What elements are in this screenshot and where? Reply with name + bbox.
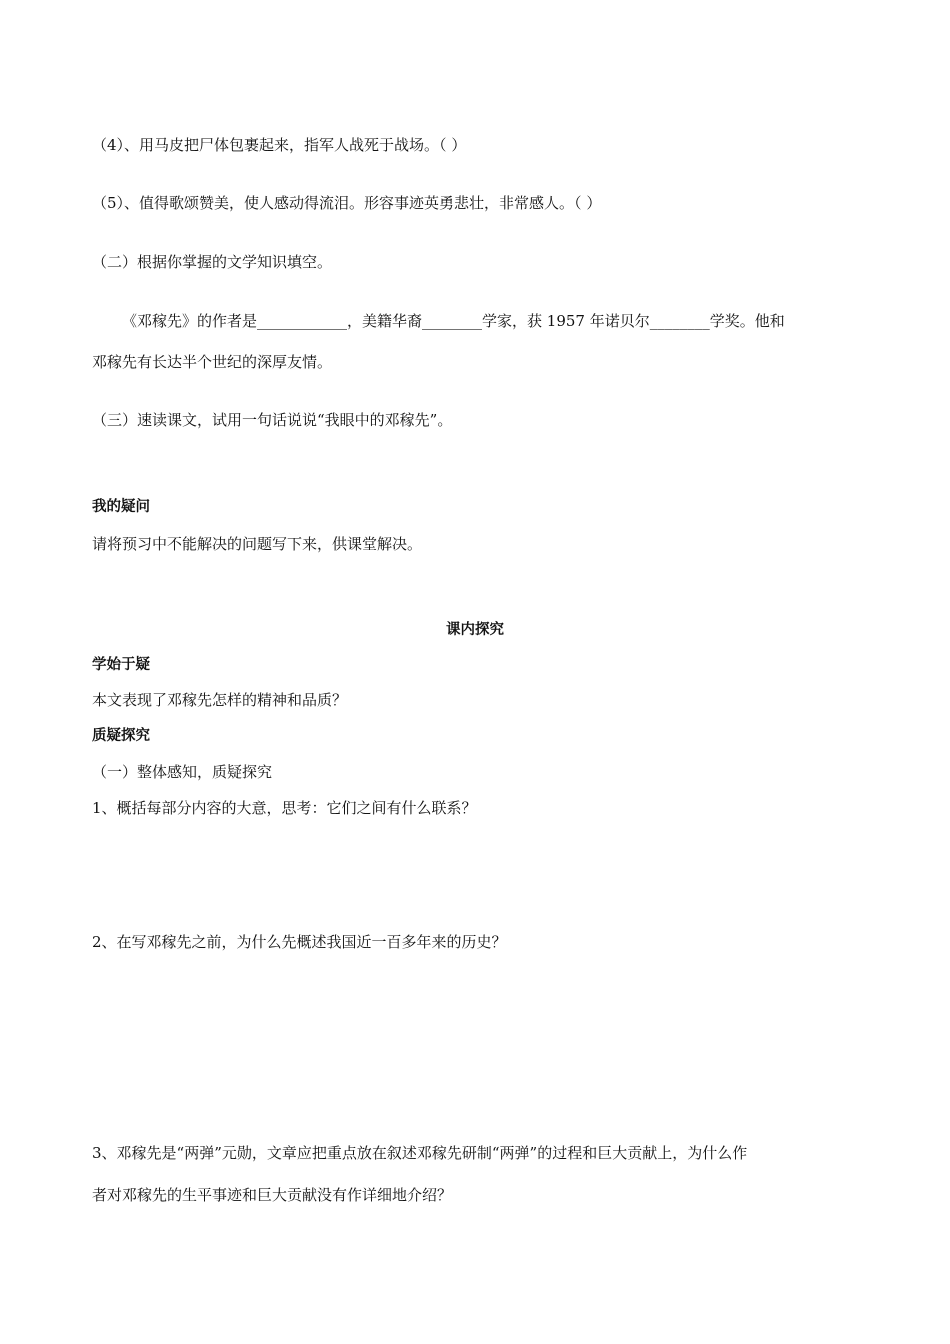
my-questions-heading: 我的疑问 [92,499,150,515]
section-2-paragraph-line-1: 《邓稼先》的作者是____________，美籍华裔________学家，获 1957 年诺贝尔________学奖。他和 [122,312,785,330]
part-1-heading: （一）整体感知，质疑探究 [92,763,273,781]
question-3-line-1: 3、邓稼先是“两弹”元勋，文章应把重点放在叙述邓稼先研制“两弹”的过程和巨大贡献上，为什么作 [92,1144,748,1162]
section-2-heading: （二）根据你掌握的文学知识填空。 [92,253,333,271]
learn-question: 本文表现了邓稼先怎样的精神和品质？ [92,691,348,709]
learn-heading: 学始于疑 [92,657,150,673]
section-3-heading: （三）速读课文，试用一句话说说“我眼中的邓稼先”。 [92,411,453,429]
question-3-line-2: 者对邓稼先的生平事迹和巨大贡献没有作详细地介绍？ [92,1186,453,1204]
question-1: 1、概括每部分内容的大意，思考：它们之间有什么联系？ [92,799,477,817]
in-class-title: 课内探究 [446,622,504,638]
explore-heading: 质疑探究 [92,728,150,744]
question-2: 2、在写邓稼先之前，为什么先概述我国近一百多年来的历史？ [92,933,507,951]
section-2-paragraph-line-2: 邓稼先有长达半个世纪的深厚友情。 [92,353,333,371]
my-questions-instruction: 请将预习中不能解决的问题写下来，供课堂解决。 [92,535,423,553]
vocab-item-5: （5）、值得歌颂赞美，使人感动得流泪。形容事迹英勇悲壮，非常感人。（ ） [92,194,602,212]
vocab-item-4: （4）、用马皮把尸体包裹起来，指军人战死于战场。（ ） [92,136,467,154]
